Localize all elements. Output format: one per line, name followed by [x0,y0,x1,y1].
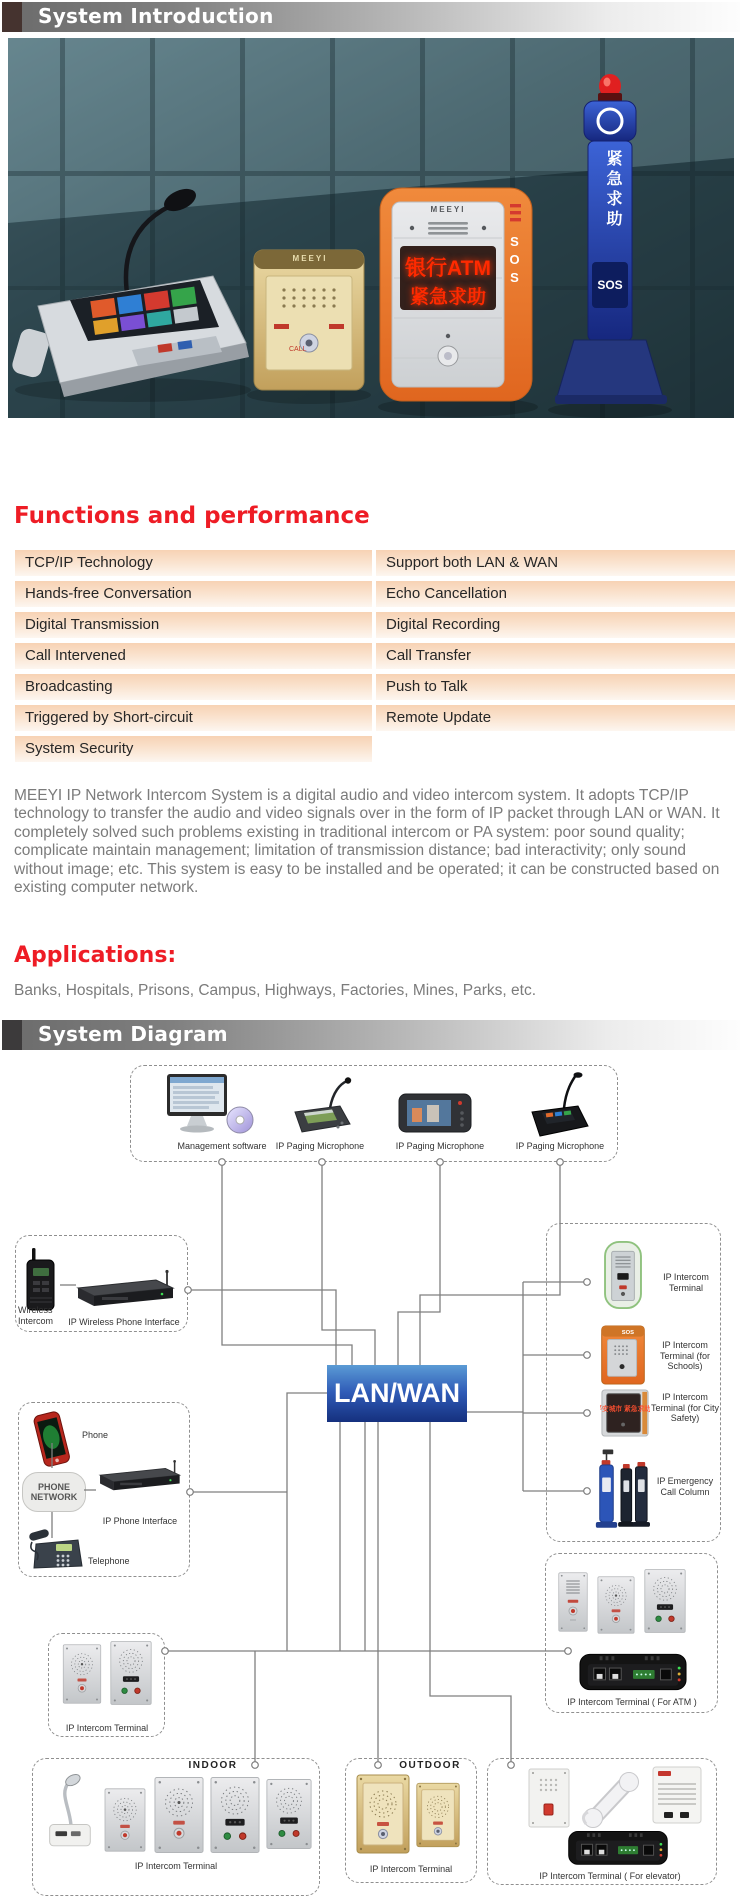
elevator-panel-icon [528,1768,570,1828]
feature-item: Support both LAN & WAN [376,550,735,576]
device-label: Phone [82,1430,109,1440]
device-label: Management software [177,1141,267,1151]
network-intercom-device-icon [578,1648,688,1694]
device-label: IP Wireless Phone Interface [68,1317,180,1327]
feature-item: Digital Recording [376,612,735,638]
ip-intercom-terminal-city-icon [600,1388,650,1438]
header-accent-square [2,1020,22,1050]
indoor-tag: INDOOR [188,1760,238,1771]
atm-led-line2: 紧急求助 [409,287,486,308]
network-intercom-device-icon [562,1826,674,1868]
system-description: MEEYI IP Network Intercom System is a digital audio and video intercom system. It adopts TCP/IP technology to transfer the audio and video signals over in the form of IP packet through LAN or WAN. It completely solved such problems existing in traditional intercom or PA system: poor sound quality; complicate maintain management; limitation of transmission distance; bad interactivity; only sound without image; etc. This system is easy to be installed and be operated; it can be constructed based on existing computer network. [14,787,720,897]
indoor-panel-icon [102,1788,148,1852]
feature-item: Echo Cancellation [376,581,735,607]
ip-phone-interface-icon [95,1458,183,1494]
telephone-icon [28,1528,86,1572]
section-title: System Introduction [38,4,274,28]
device-label: Wireless Intercom [18,1305,54,1326]
ip-emergency-call-column-icon [592,1448,650,1536]
column-emergency-text: 紧急求助 [604,150,621,230]
outdoor-panel-icon [416,1778,460,1852]
atm-panel-icon [596,1576,636,1634]
section-title: System Diagram [38,1022,228,1046]
feature-item: Hands-free Conversation [15,581,372,607]
device-label: IP Intercom Terminal [369,1864,453,1874]
feature-item: Broadcasting [15,674,372,700]
brand-logo-orange-device: MEEYI [430,205,466,214]
indoor-panel-icon [266,1772,312,1856]
device-label: IP Emergency Call Column [656,1476,714,1497]
product-photo [8,38,734,418]
atm-led-line1: 银行ATM [405,257,491,280]
device-label: IP Intercom Terminal [134,1861,218,1871]
functions-title: Functions and performance [14,503,370,529]
feature-item: Triggered by Short-circuit [15,705,372,731]
applications-title: Applications: [14,943,177,968]
device-label: IP Intercom Terminal (for City Safety) [651,1392,720,1423]
feature-item: Call Intervened [15,643,372,669]
device-label: Telephone [88,1556,130,1566]
device-label: IP Intercom Terminal ( For elevator) [539,1871,681,1881]
header-accent-square [2,2,22,32]
device-label: IP Intercom Terminal [65,1723,149,1733]
feature-item: TCP/IP Technology [15,550,372,576]
feature-item: Digital Transmission [15,612,372,638]
device-label: IP Paging Microphone [515,1141,605,1151]
wireless-intercom-icon [25,1248,57,1312]
lan-wan-node: LAN/WAN [327,1365,467,1422]
device-label: IP Intercom Terminal ( For ATM ) [567,1697,697,1707]
speaker-box-icon [652,1766,702,1824]
outdoor-tag: OUTDOOR [399,1760,461,1771]
phone-network-node: PHONE NETWORK [22,1472,86,1512]
indoor-panel-icon [154,1776,204,1854]
feature-item: Call Transfer [376,643,735,669]
mobile-phone-icon [32,1410,72,1470]
ip-paging-microphone-dark-icon [526,1072,592,1138]
device-label: IP Paging Microphone [395,1141,485,1151]
orange-device-sos-vertical: SOS [507,234,522,288]
section-header-introduction [2,2,740,32]
atm-panel-icon [644,1568,686,1634]
feature-item: Remote Update [376,705,735,731]
ip-intercom-terminal-icon [600,1240,646,1310]
applications-text: Banks, Hospitals, Prisons, Campus, Highways, Factories, Mines, Parks, etc. [14,982,537,999]
ip-intercom-terminal-schools-icon [598,1324,648,1386]
management-software-icon [165,1074,255,1136]
product-photo-illustration [8,38,734,418]
ip-paging-microphone-video-icon [398,1088,472,1136]
ip-intercom-panel-icon [110,1640,152,1706]
device-label: IP Intercom Terminal [663,1272,709,1293]
column-sos-label: SOS [597,278,623,292]
section-header-diagram [2,1020,740,1050]
ip-intercom-panel-icon [60,1644,104,1704]
handset-icon [580,1772,642,1828]
atm-panel-icon [558,1570,588,1634]
device-label: IP Paging Microphone [275,1141,365,1151]
call-label-gold-panel: CALL [289,346,307,353]
ip-wireless-phone-interface-icon [72,1268,177,1310]
brand-logo-gold-panel: MEEYI [292,254,328,263]
desk-microphone-icon [40,1772,98,1850]
device-label: IP Intercom Terminal (for Schools) [659,1340,710,1371]
feature-item: System Security [15,736,372,762]
indoor-panel-icon [210,1776,260,1854]
feature-item: Push to Talk [376,674,735,700]
device-label: IP Phone Interface [102,1516,178,1526]
ip-paging-microphone-icon [290,1076,354,1136]
outdoor-panel-icon [356,1774,410,1854]
